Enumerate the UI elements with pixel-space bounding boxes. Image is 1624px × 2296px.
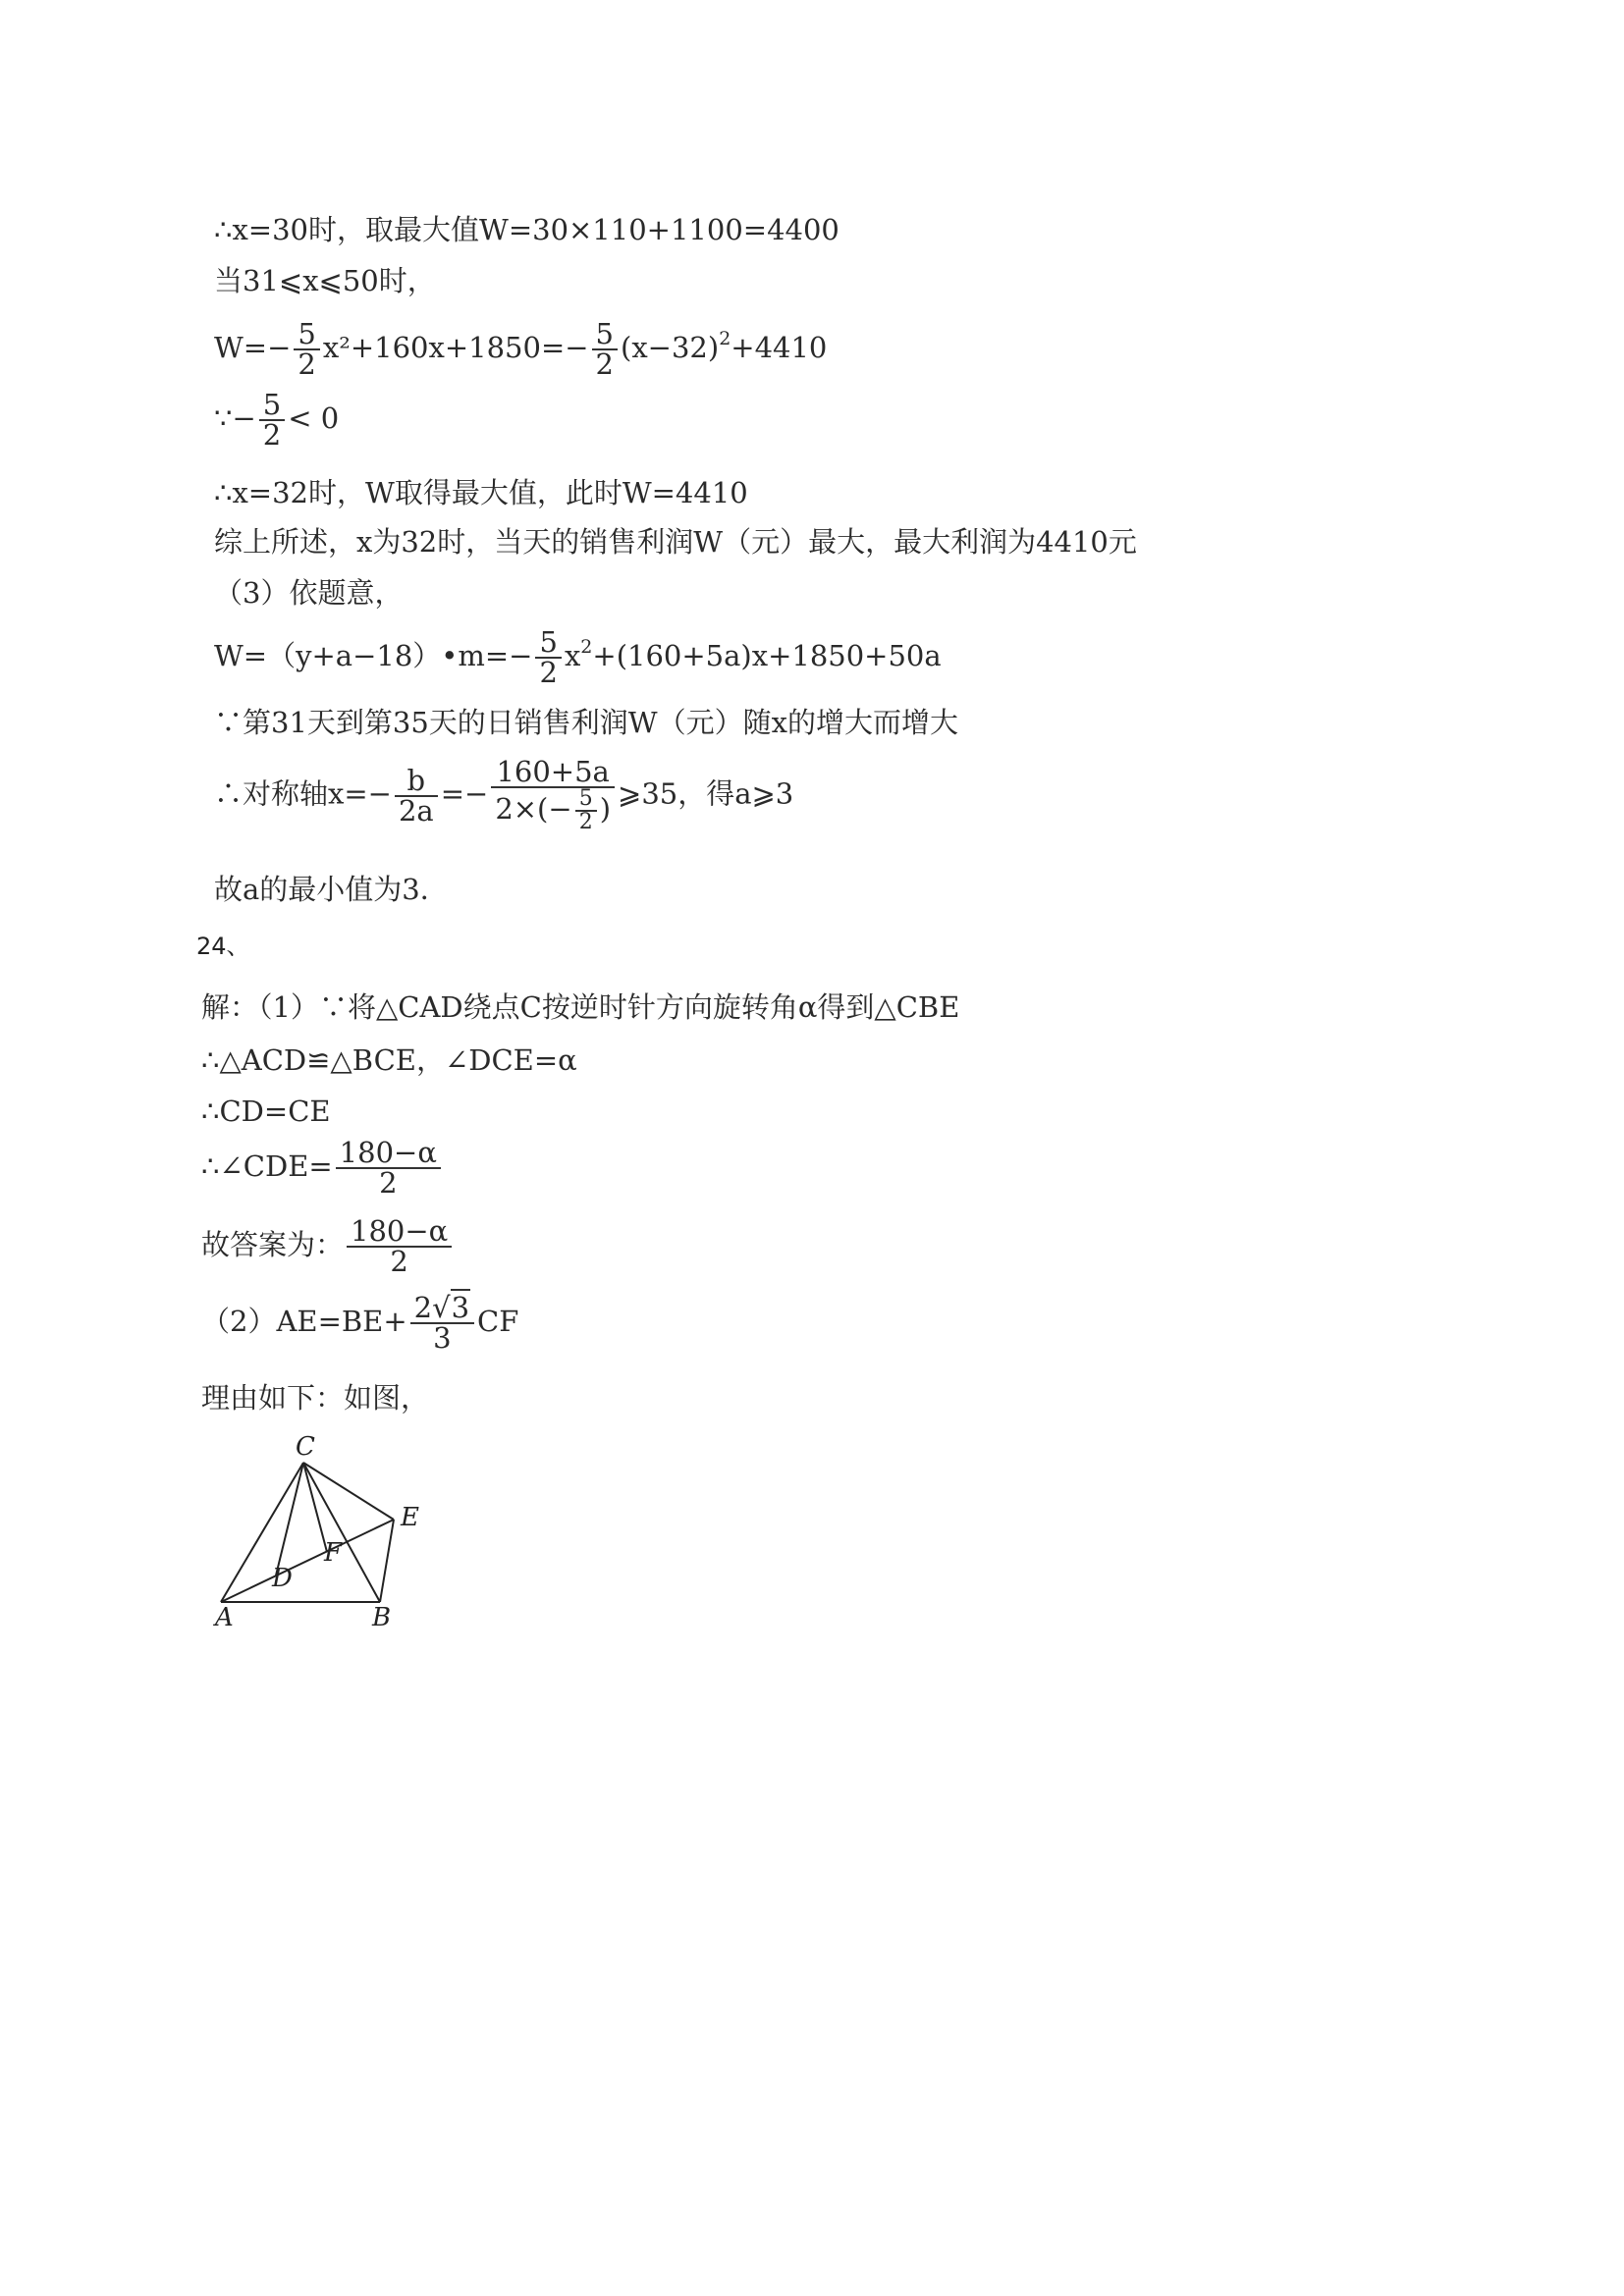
segment-EB	[380, 1520, 394, 1602]
label-D: D	[272, 1564, 293, 1593]
fraction: $\frac{5}{2}$	[259, 391, 285, 450]
fraction: $\frac{180-\alpha}{2}$	[336, 1139, 441, 1198]
fraction: $\frac{b}{2a}$	[395, 767, 438, 826]
segment-CD	[276, 1463, 303, 1575]
fraction: $\frac{2√3}{3}$	[410, 1294, 474, 1353]
q24-line-reason: 理由如下：如图，	[201, 1381, 430, 1415]
segment-AE	[221, 1520, 394, 1602]
solution-line-conclusion: 综上所述，x为32时，当天的销售利润W（元）最大，最大利润为4410元	[214, 525, 1137, 559]
solution-line-case-31-50: 当31⩽x⩽50时，	[214, 264, 436, 297]
q24-line-cd-ce: ∴CD=CE	[201, 1095, 331, 1128]
label-C: C	[296, 1432, 315, 1462]
solution-line-W-with-a: W=（y+a−18）•m=− $\frac{5}{2}$ $x^2+(160+5a)x+1850+50a$	[214, 625, 942, 689]
solution-line-coefficient-negative: ∵− $\frac{5}{2}$ < 0	[214, 388, 340, 452]
fraction: $\frac{5}{2}$	[294, 320, 319, 379]
q24-line-congruent: ∴△ACD≌△BCE，∠DCE=α	[201, 1043, 577, 1077]
solution-line-increasing-condition: ∵第31天到第35天的日销售利润W（元）随x的增大而增大	[214, 706, 958, 739]
q24-line-angle-cde: ∴∠CDE= $\frac{180-\alpha}{2}$	[201, 1139, 444, 1198]
fraction: $\frac{180-\alpha}{2}$	[347, 1217, 452, 1276]
q24-line-answer: 故答案为： $\frac{180-\alpha}{2}$	[201, 1217, 455, 1276]
label-B: B	[372, 1603, 392, 1632]
label-A: A	[215, 1603, 234, 1632]
geometry-figure	[201, 1421, 457, 1637]
fraction: $\frac{5}{2}$	[575, 788, 597, 833]
solution-line-W-quadratic: W=− $\frac{5}{2}$ x²+160x+1850=− $\frac{5}{2}$ $(x-32)^2+4410$	[214, 317, 828, 381]
solution-line-max-value-32: ∴x=32时，W取得最大值，此时W=4410	[214, 476, 748, 509]
solution-line-part3-header: （3）依题意，	[214, 576, 404, 610]
q24-line-rotation: 解：（1）∵将△CAD绕点C按逆时针方向旋转角α得到△CBE	[201, 990, 960, 1024]
label-E: E	[401, 1503, 419, 1532]
fraction: 160+5a 2×(− $\frac{5}{2}$ )	[491, 758, 615, 833]
solution-line-min-a: 故a的最小值为3．	[214, 873, 449, 906]
fraction: $\frac{5}{2}$	[535, 628, 561, 687]
solution-line-max-value-30: ∴x=30时，取最大值W=30×110+1100=4400	[214, 213, 839, 246]
label-F: F	[324, 1538, 343, 1568]
solution-line-axis-of-symmetry: ∴对称轴x=− $\frac{b}{2a}$ =− 160+5a 2×(− $\frac{5}{2}$ ) ⩾35，得a⩾3	[214, 755, 794, 834]
fraction: $\frac{5}{2}$	[592, 320, 618, 379]
q24-line-part2-claim: （2）AE=BE+ $\frac{2√3}{3}$ CF	[201, 1291, 519, 1355]
question-number: 24、	[196, 933, 250, 960]
